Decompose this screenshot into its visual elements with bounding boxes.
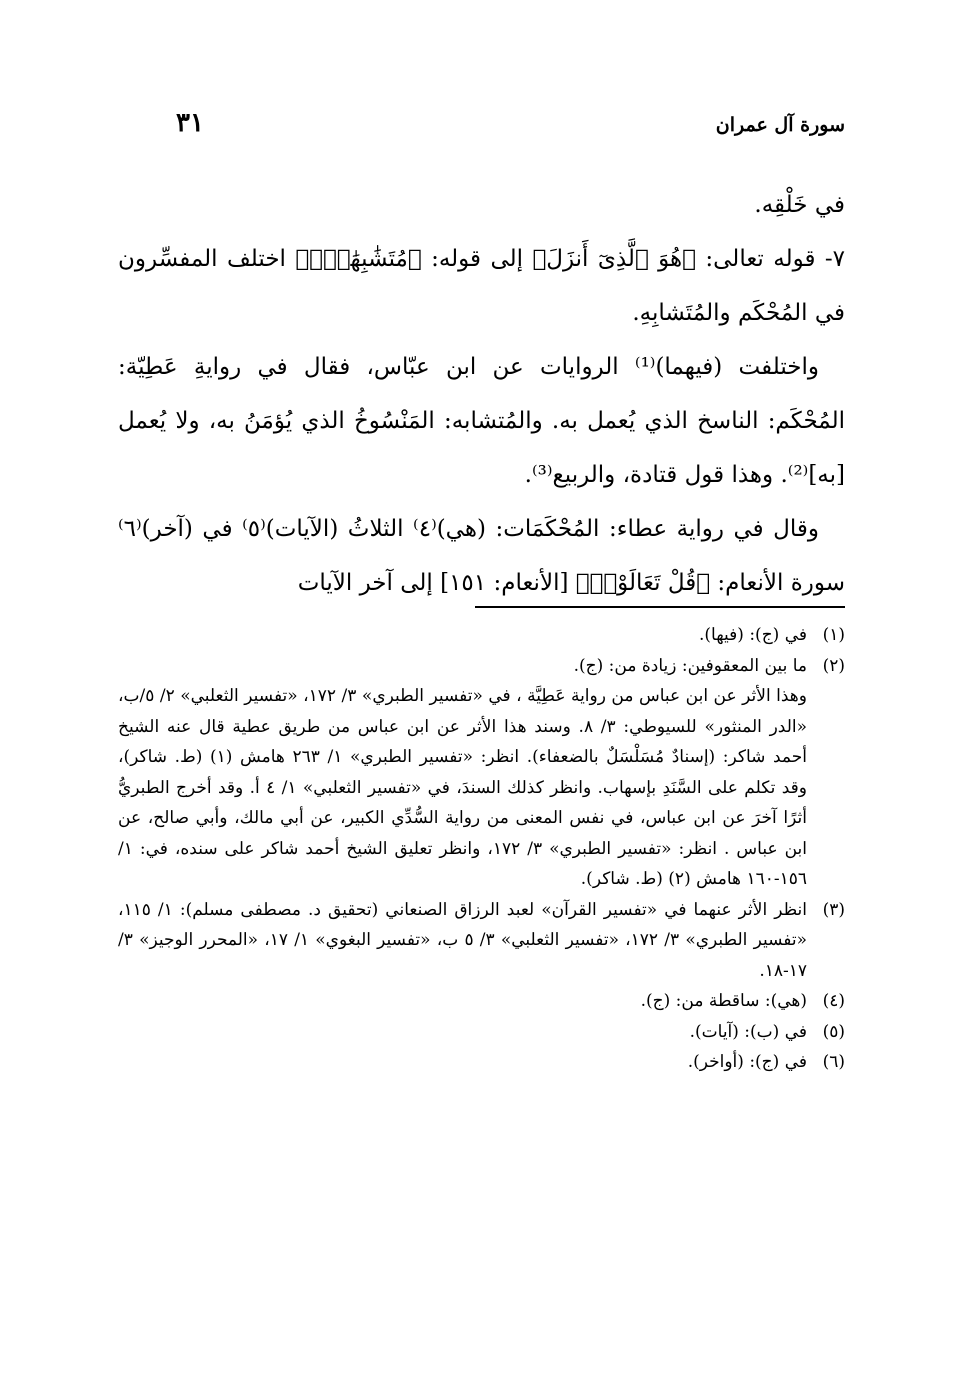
footnote-text: (هي): ساقطة من: (ج).	[640, 991, 807, 1011]
footnote-number: (٢)	[822, 655, 845, 676]
footnote-text: في (ب): (آيات).	[689, 1021, 807, 1042]
footnote-number: (١)	[822, 625, 845, 645]
book-page	[118, 0, 845, 1380]
footnote-number: (٦)	[822, 1052, 845, 1072]
paragraph: وقال في رواية عطاء: المُحْكَمَات: (هي)⁽٤⁾ الثلاثُ (الآيات)⁽٥⁾ في (آخر)⁽٦⁾ سورة الأنعام: ﴿قُلْ تَعَالَوْا۟﴾ [الأنعام: ١٥١] إلى آخر الآيات	[118, 516, 845, 596]
footnote-text: في (ج): (فيها).	[698, 625, 807, 645]
footnote	[118, 620, 845, 651]
footnote-number: (٥)	[822, 1021, 845, 1042]
footnote	[118, 895, 845, 987]
footnote	[118, 1047, 845, 1078]
footnote-text: انظر الأثر عنهما في «تفسير القرآن» لعبد الرزاق الصنعاني (تحقيق د. مصطفى مسلم): ١/ ١١٥، «تفسير الطبري» ٣/ ١٧٢، «تفسير الثعلبي» ٣/ ٥ ب، «تفسير البغوي» ١/ ١٧، «المحرر الوجيز» ٣/ ١٧-١٨.	[118, 899, 808, 981]
page-number: ٣١	[176, 108, 204, 138]
footnote-text: ما بين المعقوفين: زيادة من: (ج).	[573, 655, 807, 676]
page-header	[118, 108, 845, 148]
footnote-number: (٤)	[822, 991, 845, 1011]
paragraph: واختلفت (فيهما)⁽¹⁾ الروايات عن ابن عبّاس، فقال في روايةِ عَطِيّة: المُحْكَم: الناسخ الذي يُعمل به. والمُتشابه: المَنْسُوخُ الذي يُؤمَنُ به، ولا يُعمل [به]⁽²⁾. وهذا قول قتادة، والربيع⁽³⁾.	[118, 354, 845, 488]
footnote-number: (٣)	[822, 899, 845, 920]
main-text	[118, 178, 845, 610]
footnote	[118, 1017, 845, 1048]
footnote-text: في (ج): (أواخر).	[687, 1052, 807, 1072]
footnote	[118, 986, 845, 1017]
footnote-text: وهذا الأثر عن ابن عباس من رواية عَطِيَّة ، في «تفسير الطبري» ٣/ ١٧٢، «تفسير الثعلبي» ٢/ ٥/ب، «الدر المنثور» للسيوطي: ٣/ ٨. وسند هذا الأثر عن ابن عباس من طريق عطية قال عنه الشيخ أحمد شاكر: (إسنادٌ مُسَلْسَلٌ بالضعفاء). انظر: «تفسير الطبري» ١/ ٢٦٣ هامش (١) (ط. شاكر)، وقد تكلم على السَّنَدِ بإسهاب. وانظر كذلك السندَ، في «تفسير الثعلبي» ١/ ٤ أ. وقد أخرج الطبريُّ أثرًا آخرَ عن ابن عباس، في نفس المعنى من رواية السُّدِّي الكبير، عن أبي مالك، وأبي صالح، عن ابن عباس . انظر: «تفسير الطبري» ٣/ ١٧٢، وانظر تعليق الشيخ أحمد شاكر على سنده، في: ١/ ١٥٦-١٦٠ هامش (٢) (ط. شاكر).	[118, 686, 808, 889]
footnotes	[118, 620, 845, 1078]
paragraph: في خَلْقِه.	[754, 192, 845, 218]
footnote-divider	[475, 606, 845, 608]
running-title: سورة آل عمران	[715, 114, 845, 136]
footnote	[118, 651, 845, 895]
paragraph: ٧- قوله تعالى: ﴿هُوَ ٱلَّذِىٓ أَنزَلَ﴾ إلى قوله: ﴿مُتَشَٰبِهَٰتٌۖ﴾ اختلف المفسِّرون في المُحْكَم والمُتَشابِهِ.	[118, 246, 845, 326]
